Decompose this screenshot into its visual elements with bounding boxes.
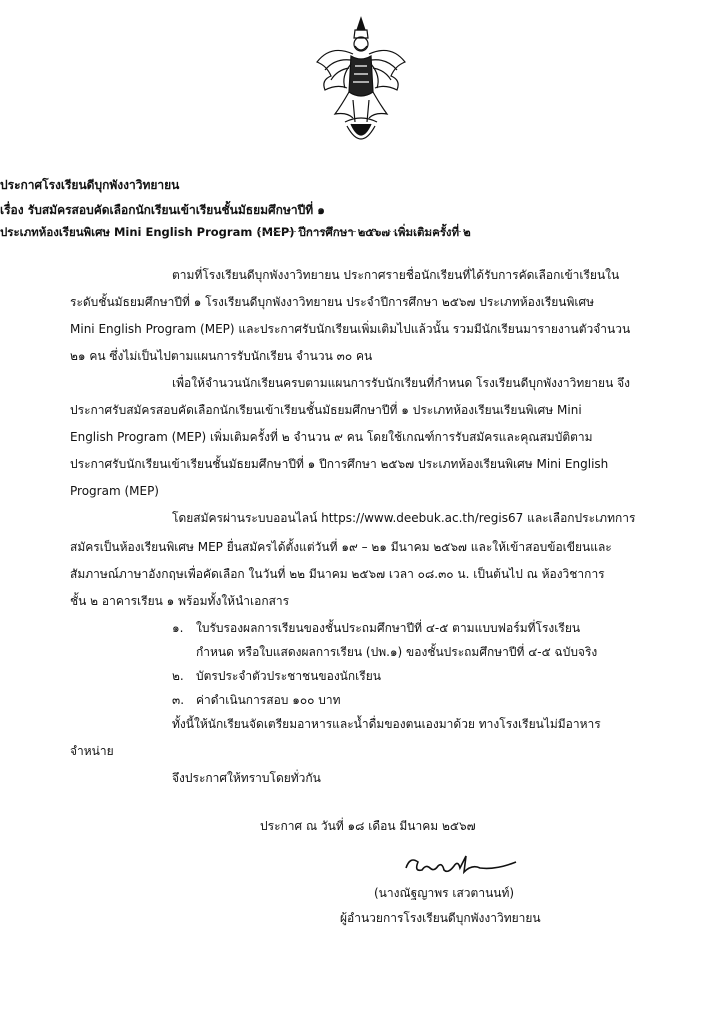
signer-title: ผู้อำนวยการโรงเรียนดีบุกพังงาวิทยายน [340,911,541,925]
paragraph-3-line-4: ชั้น ๒ อาคารเรียน ๑ พร้อมทั้งให้นำเอกสาร [70,594,290,608]
paragraph-3-line-2: สมัครเป็นห้องเรียนพิเศษ MEP ยื่นสมัครได้ตั้งแต่วันที่ ๑๙ – ๒๑ มีนาคม ๒๕๖๗ และให้เข้าสอบข้อเขียนและ [70,540,612,554]
signature-icon [400,850,520,878]
announcement-title: ประกาศโรงเรียนดีบุกพังงาวิทยายน [0,178,180,192]
signer-name: (นางณัฐญาพร เสวตานนท์) [374,886,515,900]
paragraph-1-line-4: ๒๑ คน ซึ่งไม่เป็นไปตามแผนการรับนักเรียน จำนวน ๓๐ คน [70,349,373,363]
announcement-date: ประกาศ ณ วันที่ ๑๘ เดือน มีนาคม ๒๕๖๗ [260,819,476,833]
paragraph-2-line-1: เพื่อให้จำนวนนักเรียนครบตามแผนการรับนักเรียนที่กำหนด โรงเรียนดีบุกพังงาวิทยายน จึง [172,376,630,390]
paragraph-1-line-3: Mini English Program (MEP) และประกาศรับนักเรียนเพิ่มเติมไปแล้วนั้น รวมมีนักเรียนมารายงานตัวจำนวน [70,322,631,336]
paragraph-1-line-2: ระดับชั้นมัธยมศึกษาปีที่ ๑ โรงเรียนดีบุกพังงาวิทยายน ประจำปีการศึกษา ๒๕๖๗ ประเภทห้องเรียนพิเศษ [70,295,595,309]
closing-sentence: จึงประกาศให้ทราบโดยทั่วกัน [172,771,321,785]
announcement-program: ประเภทห้องเรียนพิเศษ Mini English Program (MEP) ปีการศึกษา ๒๕๖๗ เพิ่มเติมครั้งที่ ๒ [0,225,471,239]
paragraph-4-line-1: ทั้งนี้ให้นักเรียนจัดเตรียมอาหารและน้ำดื่มของตนเองมาด้วย ทางโรงเรียนไม่มีอาหาร [172,717,601,731]
paragraph-3-line-1: โดยสมัครผ่านระบบออนไลน์ https://www.deebuk.ac.th/regis67 และเลือกประเภทการ [172,511,636,525]
list-item-3-number: ๓. [172,693,185,707]
list-item-3: ค่าดำเนินการสอบ ๑๐๐ บาท [196,693,341,707]
paragraph-2-line-5: Program (MEP) [70,484,159,498]
list-item-1-number: ๑. [172,621,184,635]
paragraph-1-line-1: ตามที่โรงเรียนดีบุกพังงาวิทยายน ประกาศรายชื่อนักเรียนที่ได้รับการคัดเลือกเข้าเรียนใน [172,268,620,282]
garuda-emblem-icon [311,14,411,154]
announcement-subject: เรื่อง รับสมัครสอบคัดเลือกนักเรียนเข้าเรียนชั้นมัธยมศึกษาปีที่ ๑ [0,203,325,217]
paragraph-3-line-3: สัมภาษณ์ภาษาอังกฤษเพื่อคัดเลือก ในวันที่ ๒๒ มีนาคม ๒๕๖๗ เวลา ๐๘.๓๐ น. เป็นต้นไป ณ ห้องวิชาการ [70,567,605,581]
list-item-2-number: ๒. [172,669,184,683]
paragraph-2-line-4: ประกาศรับนักเรียนเข้าเรียนชั้นมัธยมศึกษาปีที่ ๑ ปีการศึกษา ๒๕๖๗ ประเภทห้องเรียนพิเศษ Mini English [70,457,609,471]
paragraph-2-line-3: English Program (MEP) เพิ่มเติมครั้งที่ ๒ จำนวน ๙ คน โดยใช้เกณฑ์การรับสมัครและคุณสมบัติตาม [70,430,593,444]
list-item-1-line-2: กำหนด หรือใบแสดงผลการเรียน (ปพ.๑) ของชั้นประถมศึกษาปีที่ ๔-๕ ฉบับจริง [196,645,598,659]
paragraph-2-line-2: ประกาศรับสมัครสอบคัดเลือกนักเรียนเข้าเรียนชั้นมัธยมศึกษาปีที่ ๑ ประเภทห้องเรียนเรียนพิเศษ Mini [70,403,582,417]
title-separator [258,231,466,232]
paragraph-4-line-2: จำหน่าย [70,744,114,758]
list-item-2: บัตรประจำตัวประชาชนของนักเรียน [196,669,381,683]
list-item-1-line-1: ใบรับรองผลการเรียนของชั้นประถมศึกษาปีที่ ๔-๕ ตามแบบฟอร์มที่โรงเรียน [196,621,581,635]
